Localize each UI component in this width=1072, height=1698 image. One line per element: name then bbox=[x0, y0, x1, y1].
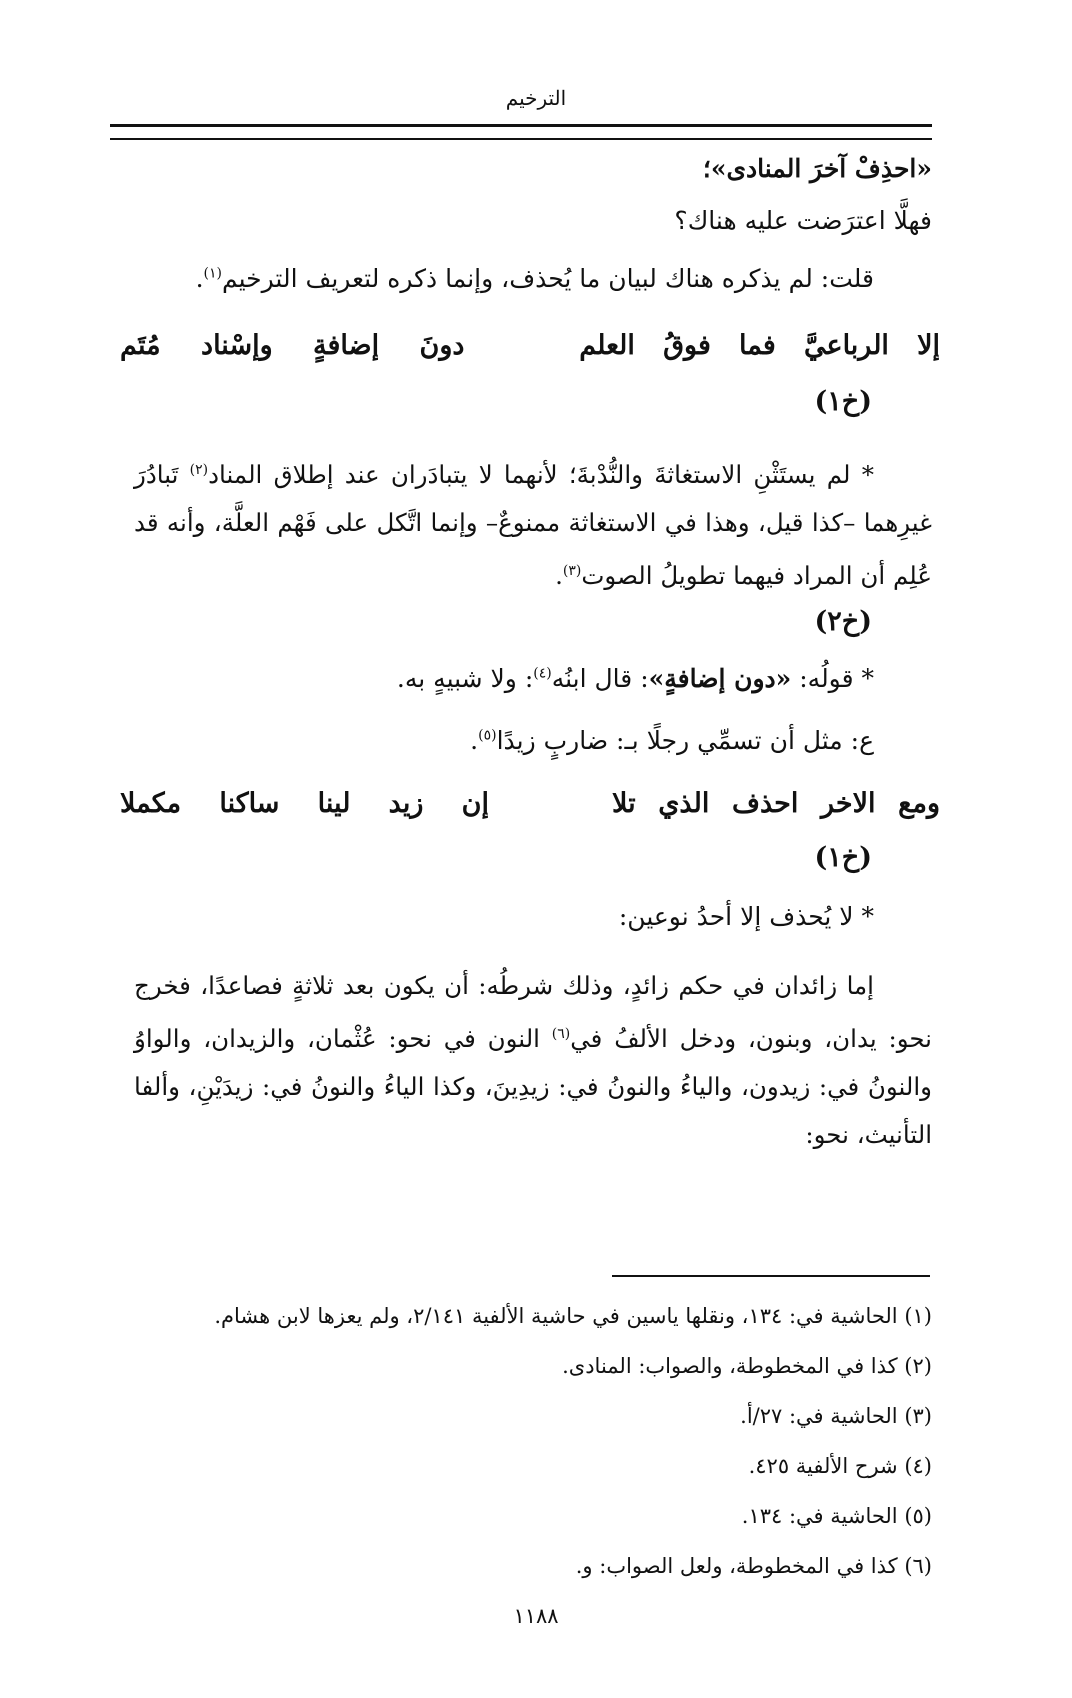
footnote-4: (٤) شرح الألفية ٤٢٥. bbox=[748, 1454, 932, 1478]
paragraph-text: النون في نحو: عُثْمان، والزيدان، والواوُ والنونُ في: زيدون، والياءُ والنونُ في: زيدِينَ، وكذا الياءُ والنونُ في: زيدَيْنِ، وألفا التأنيث، نحو: bbox=[134, 1024, 932, 1150]
qawluhu-line bbox=[397, 664, 874, 693]
verse-line-1 bbox=[120, 330, 940, 361]
paragraph-zaidan bbox=[134, 962, 932, 1159]
qawluhu-text: : قال ابنُه bbox=[551, 664, 649, 693]
running-header: الترخيم bbox=[505, 86, 567, 110]
verse-word: لينا bbox=[317, 788, 351, 819]
question-line: فهلَّا اعترَضت عليه هناك؟ bbox=[674, 206, 932, 235]
verse-word: الاخر bbox=[820, 788, 876, 819]
footnote-2: (٢) كذا في المخطوطة، والصواب: المنادى. bbox=[562, 1354, 932, 1378]
footnote-5: (٥) الحاشية في: ١٣٤. bbox=[741, 1504, 932, 1528]
verse-word: إن bbox=[461, 788, 489, 819]
quoted-phrase: «دون إضافةٍ» bbox=[648, 664, 792, 693]
paragraph-text: تَبادُرَ غيرِهما –كذا قيل، وهذا في الاستغاثة ممنوعٌ– وإنما اتَّكل على فَهْم العلَّة، وأنه قد عُلِم أن المراد فيهما تطويلُ الصوت bbox=[134, 460, 932, 591]
footnote-ref-4: (٤) bbox=[533, 665, 552, 682]
qawluhu-label: * قولُه: bbox=[791, 664, 874, 693]
manuscript-code-3: (خ١) bbox=[814, 842, 872, 873]
footnote-ref-1: (١) bbox=[203, 265, 222, 282]
header-rule-thin bbox=[110, 138, 932, 140]
verse-word: مكملا bbox=[120, 788, 182, 819]
paragraph-end: . bbox=[555, 561, 563, 591]
answer-text: قلت: لم يذكره هناك لبيان ما يُحذف، وإنما ذكره لتعريف الترخيم bbox=[221, 264, 874, 293]
verse-word: العلم bbox=[579, 330, 635, 361]
verse-word: ساكنا bbox=[219, 788, 280, 819]
footnote-ref-3: (٣) bbox=[562, 563, 582, 580]
verse-word: الذي bbox=[658, 788, 710, 819]
verse-word: دونَ bbox=[419, 330, 465, 361]
verse-line-2 bbox=[120, 788, 940, 819]
verse-word: فما bbox=[739, 330, 776, 361]
paragraph-text: إما زائدان في حكم زائدٍ، وذلك شرطُه: أن يكون بعد ثلاثةٍ فصاعدًا، فخرج نحو: يدان، وبنون، ودخل الألفُ في bbox=[134, 971, 932, 1054]
footnote-ref-5: (٥) bbox=[478, 727, 497, 744]
footnote-ref-6: (٦) bbox=[551, 1026, 571, 1042]
footnote-separator bbox=[612, 1275, 930, 1277]
answer-end: . bbox=[195, 264, 204, 293]
verse-word: ومع bbox=[898, 788, 940, 819]
verse-1-first-hemistich bbox=[579, 330, 940, 361]
manuscript-code-2: (خ٢) bbox=[814, 606, 872, 637]
footnote-3: (٣) الحاشية في: ٢٧/أ. bbox=[740, 1404, 932, 1428]
footnote-1: (١) الحاشية في: ١٣٤، ونقلها ياسين في حاشية الألفية ٢/١٤١، ولم يعزها لابن هشام. bbox=[214, 1304, 932, 1328]
page-number: ١١٨٨ bbox=[513, 1604, 559, 1628]
verse-word: مُتَم bbox=[120, 330, 161, 361]
paragraph-istighatha bbox=[134, 446, 932, 600]
verse-word: إضافةٍ bbox=[313, 330, 380, 361]
verse-1-second-hemistich bbox=[120, 330, 464, 361]
verse-word: الرباعيَّ bbox=[803, 330, 889, 361]
example-line bbox=[470, 726, 874, 755]
example-text: ع: مثل أن تسمِّي رجلًا بـ: ضاربٍ زيدًا bbox=[496, 726, 874, 755]
verse-word: احذف bbox=[731, 788, 799, 819]
two-types-line: * لا يُحذف إلا أحدُ نوعين: bbox=[618, 902, 874, 931]
paragraph-text: * لم يستَثْنِ الاستغاثةَ والنُّدْبةَ؛ لأنهما لا يتبادَران عند إطلاق المناد bbox=[208, 460, 874, 490]
verse-word: إلا bbox=[917, 330, 940, 361]
verse-word: فوقُ bbox=[663, 330, 711, 361]
example-end: . bbox=[470, 726, 479, 755]
footnote-6: (٦) كذا في المخطوطة، ولعل الصواب: و. bbox=[575, 1554, 932, 1578]
quote-line: «احذِفْ آخرَ المنادى»؛ bbox=[702, 154, 932, 183]
verse-word: وإسْناد bbox=[201, 330, 273, 361]
qawluhu-end: : ولا شبيهٍ به. bbox=[396, 664, 534, 693]
verse-2-first-hemistich bbox=[612, 788, 940, 819]
verse-word: زيد bbox=[388, 788, 424, 819]
header-rule-thick bbox=[110, 124, 932, 127]
verse-word: تلا bbox=[612, 788, 636, 819]
verse-2-second-hemistich bbox=[120, 788, 489, 819]
manuscript-code-1: (خ١) bbox=[814, 386, 872, 417]
footnote-ref-2: (٢) bbox=[189, 462, 209, 478]
answer-line bbox=[196, 264, 874, 293]
